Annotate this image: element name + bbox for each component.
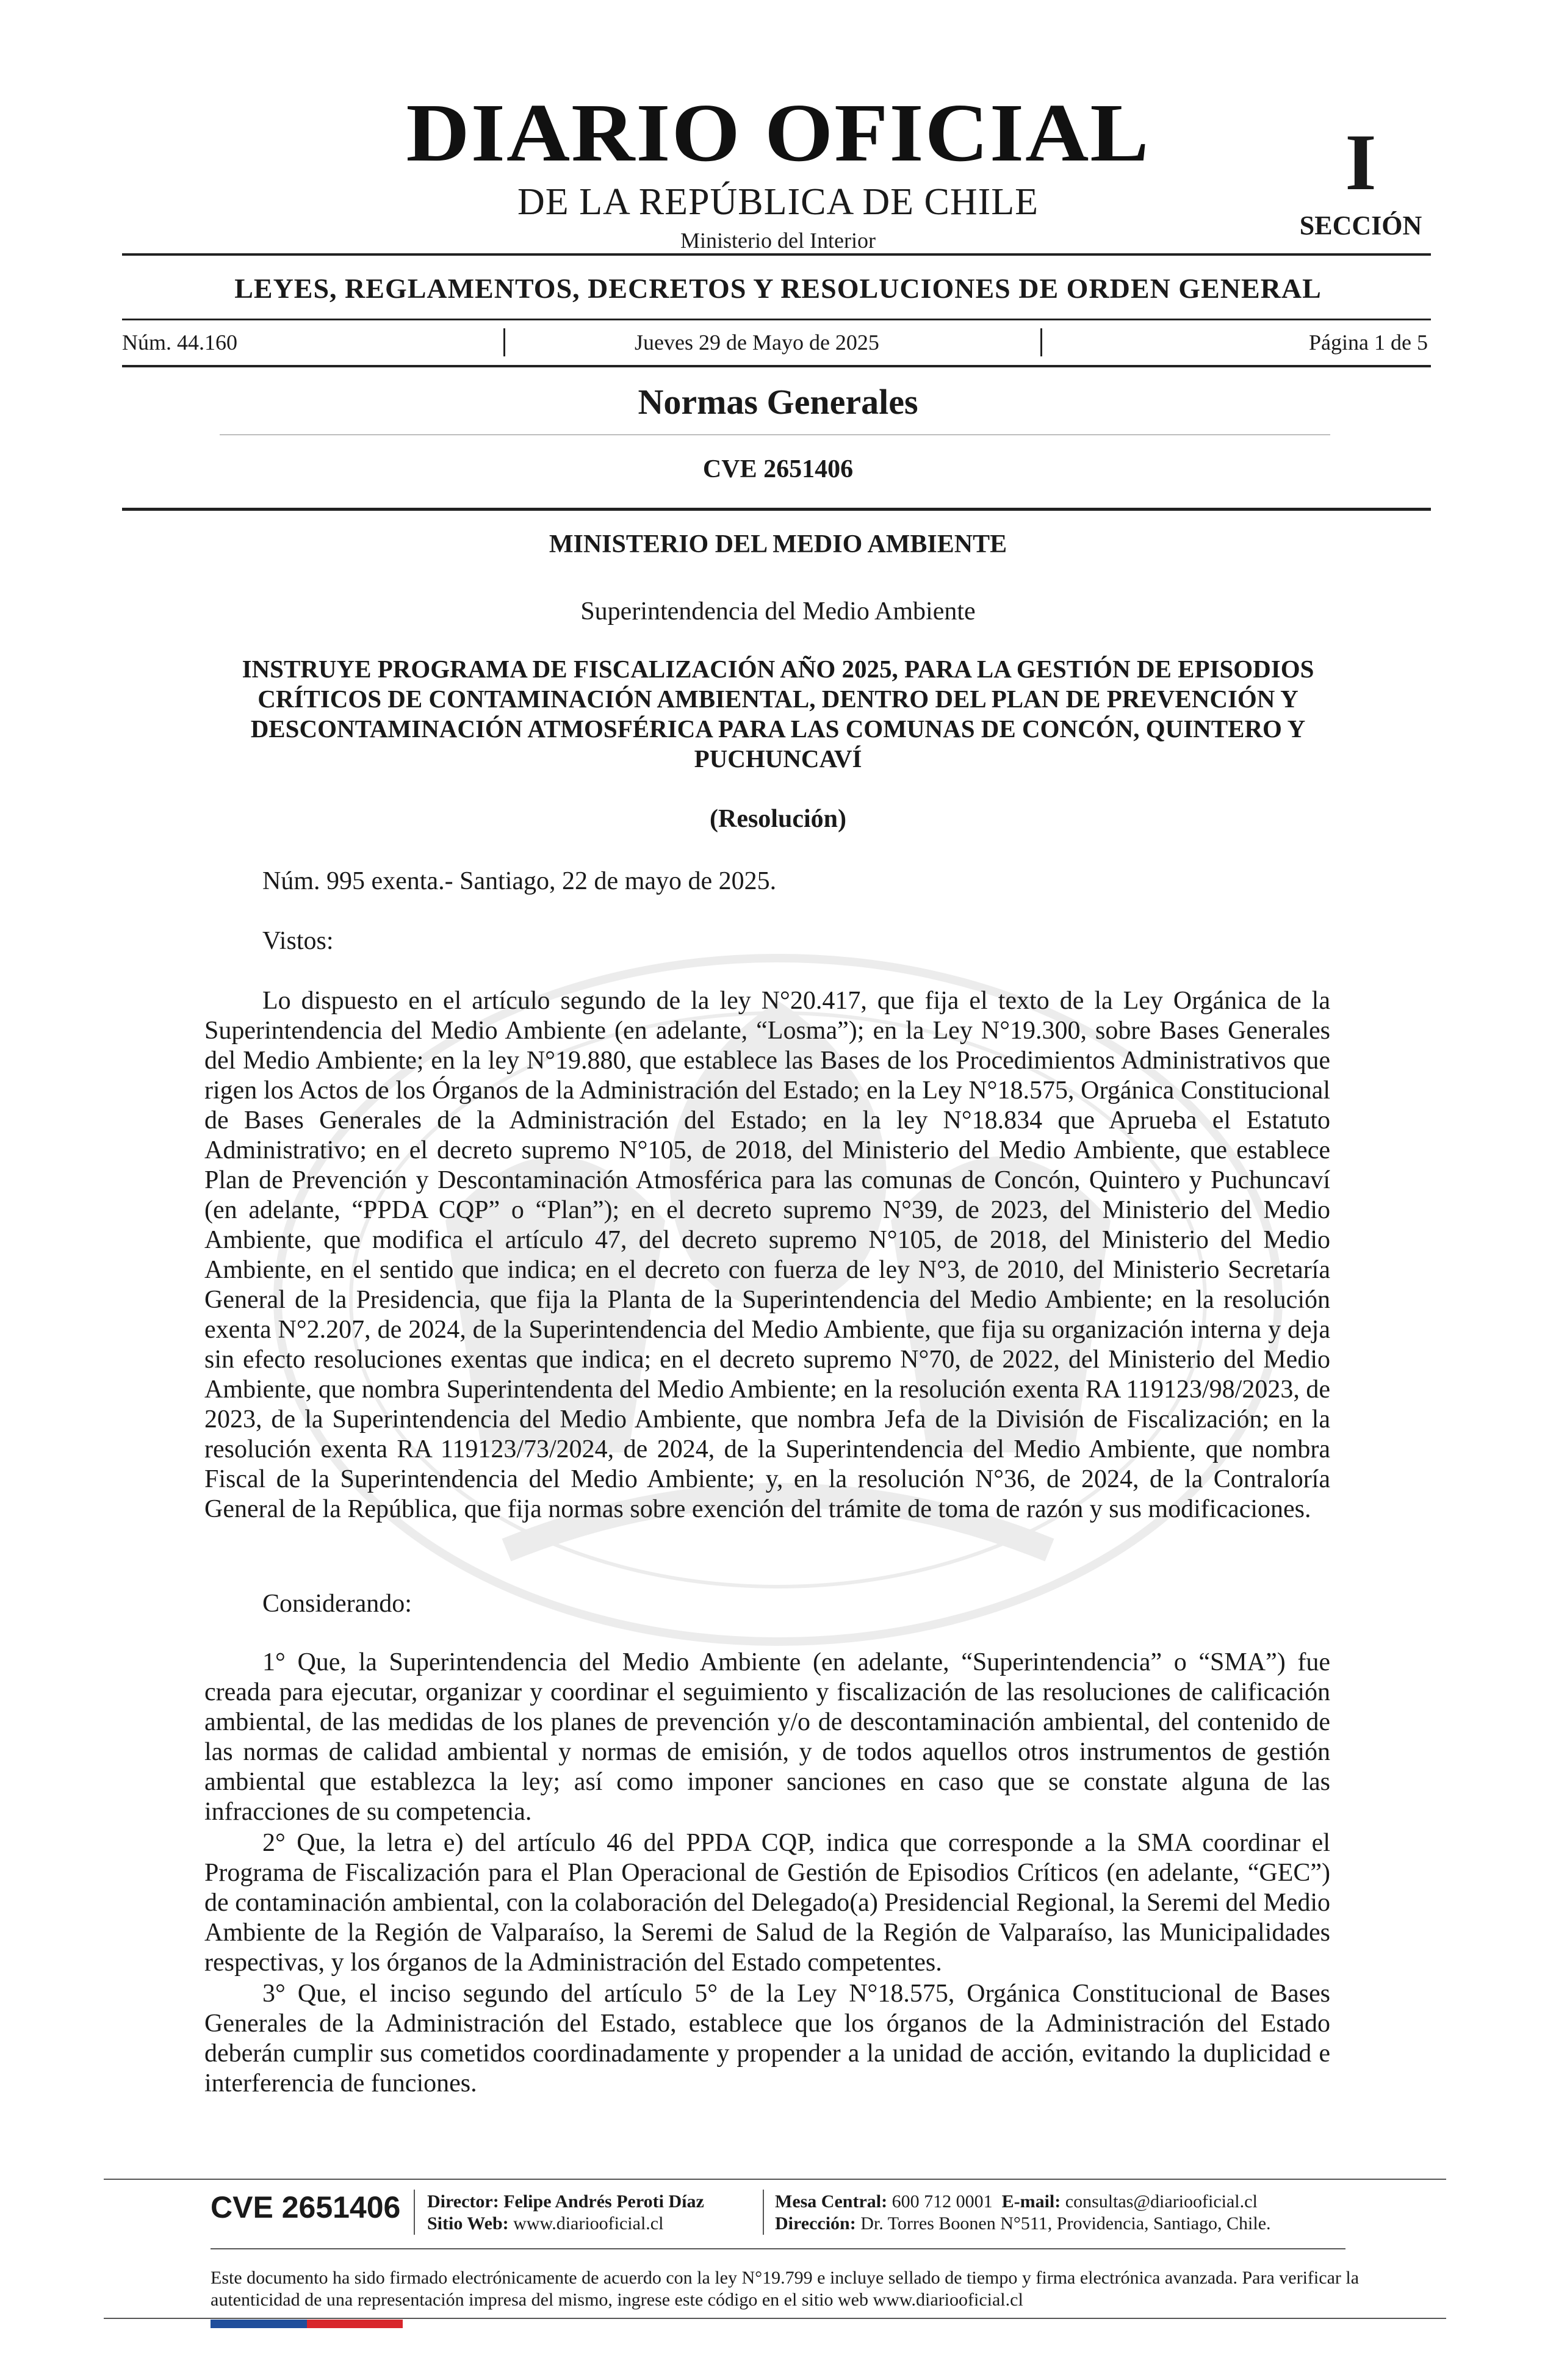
signature-note: Este documento ha sido firmado electrónicamente de acuerdo con la ley N°19.799 e incluye sellado de tiempo y firma electrónica avanzada. Para verificar la autenticidad de una representación impresa del mismo, ingrese este código en el sitio web www.diariooficial.cl (211, 2268, 1360, 2310)
web-link[interactable]: www.diariooficial.cl (513, 2213, 664, 2234)
footer-mid-rule (211, 2248, 1345, 2249)
cve-code: CVE 2651406 (702, 455, 854, 483)
agency-heading: Superintendencia del Medio Ambiente (580, 597, 976, 626)
page-count: Página 1 de 5 (1309, 330, 1428, 355)
top-rule (122, 253, 1431, 256)
footer-cve: CVE 2651406 (211, 2190, 401, 2224)
cve-rule (122, 508, 1431, 511)
category-rule (122, 319, 1431, 320)
section-number: I (1345, 117, 1377, 207)
address-label: Dirección: (775, 2213, 856, 2234)
considerando-label: Considerando: (262, 1590, 412, 1618)
considerando-paragraph-1: 1° Que, la Superintendencia del Medio Ambiente (en adelante, “Superintendencia” o “SMA”) fue creada para ejecutar, organizar y coordinar el seguimiento y fiscalización de las resoluciones de calificación ambiental, de las medidas de los planes de prevención y/o de descontaminación ambiental, del contenido de las normas de calidad ambiental y normas de emisión, y de todos aquellos otros instrumentos de gestión ambiental que establezca la ley; así como imponer sanciones en caso que se constate alguna de las infracciones de su competencia. (204, 1648, 1330, 1826)
masthead-subtitle: DE LA REPÚBLICA DE CHILE (517, 181, 1039, 223)
category-heading: LEYES, REGLAMENTOS, DECRETOS Y RESOLUCIONES DE ORDEN GENERAL (234, 273, 1322, 304)
vistos-paragraph: Lo dispuesto en el artículo segundo de la ley N°20.417, que fija el texto de la Ley Orgánica de la Superintendencia del Medio Ambiente (en adelante, “Losma”); en la Ley N°19.300, sobre Bases Generales del Medio Ambiente; en la ley N°19.880, que establece las Bases de los Procedimientos Administrativos que rigen los Actos de los Órganos de la Administración del Estado; en la Ley N°18.575, Orgánica Constitucional de Bases Generales de la Administración del Estado; en la ley N°18.834 que Aprueba el Estatuto Administrativo; en el decreto supremo N°105, de 2018, del Ministerio del Medio Ambiente, que establece Plan de Prevención y Descontaminación Atmosférica para las comunas de Concón, Quintero y Puchuncaví (en adelante, “PPDA CQP” o “Plan”); en el decreto supremo N°39, de 2023, del Ministerio del Medio Ambiente, que modifica el artículo 47, del decreto supremo N°105, de 2018, del Ministerio del Medio Ambiente, en el sentido que indica; en el decreto con fuerza de ley N°3, de 2010, del Ministerio Secretaría General de la Presidencia, que fija la Planta de la Superintendencia del Medio Ambiente; en la resolución exenta N°2.207, de 2024, de la Superintendencia del Medio Ambiente, que fija su organización interna y deja sin efecto resoluciones exentas que indica; en el decreto supremo N°70, de 2022, del Ministerio del Medio Ambiente, que nombra Superintendenta del Medio Ambiente; en la resolución exenta RA 119123/98/2023, de 2023, de la Superintendencia del Medio Ambiente, que nombra Jefa de la División de Fiscalización; en la resolución exenta RA 119123/73/2024, de 2024, de la Superintendencia del Medio Ambiente, que nombra Fiscal de la Superintendencia del Medio Ambiente; y, en la resolución N°36, de 2024, de la Contraloría General de la República, que fija normas sobre exención del trámite de toma de razón y sus modificaciones. (204, 987, 1330, 1523)
masthead-ministry: Ministerio del Interior (680, 228, 876, 253)
email-link[interactable]: consultas@diariooficial.cl (1065, 2191, 1258, 2212)
issue-number: Núm. 44.160 (122, 330, 237, 355)
resolution-number: Núm. 995 exenta.- Santiago, 22 de mayo de 2025. (262, 867, 777, 895)
resolution-label: (Resolución) (710, 805, 846, 833)
section-title: Normas Generales (638, 382, 918, 422)
ministry-heading: MINISTERIO DEL MEDIO AMBIENTE (549, 530, 1007, 558)
mesa-label: Mesa Central: (775, 2191, 888, 2212)
section-label: SECCIÓN (1299, 211, 1422, 240)
footer-contact-block (775, 2191, 1271, 2235)
web-label: Sitio Web: (427, 2213, 509, 2234)
considerando-paragraph-3: 3° Que, el inciso segundo del artículo 5° de la Ley N°18.575, Orgánica Constitucional de Bases Generales de la Administración del Estado, establece que los órganos de la Administración del Estado deberán cumplir sus cometidos coordinadamente y propender a la unidad de acción, evitando la duplicidad e interferencia de funciones. (204, 1980, 1330, 2097)
email-label: E-mail: (1001, 2191, 1061, 2212)
flag-stripe-blue (211, 2320, 307, 2328)
footer-divider (414, 2190, 415, 2235)
mesa-phone: 600 712 0001 (891, 2191, 993, 2212)
meta-separator (503, 328, 505, 356)
section-mark (1294, 117, 1428, 241)
director-label: Director: (427, 2191, 499, 2212)
meta-rule (122, 365, 1431, 367)
footer-top-rule (104, 2179, 1446, 2180)
address: Dr. Torres Boonen N°511, Providencia, Santiago, Chile. (860, 2213, 1271, 2234)
issue-date: Jueves 29 de Mayo de 2025 (635, 330, 879, 355)
flag-stripe-red (307, 2320, 403, 2328)
masthead-title: DIARIO OFICIAL (406, 87, 1150, 179)
footer-director-block (427, 2191, 704, 2235)
footer-divider (763, 2190, 764, 2235)
resolution-title: INSTRUYE PROGRAMA DE FISCALIZACIÓN AÑO 2025, PARA LA GESTIÓN DE EPISODIOS CRÍTICOS DE CONTAMINACIÓN AMBIENTAL, DENTRO DEL PLAN DE PREVENCIÓN Y DESCONTAMINACIÓN ATMOSFÉRICA PARA LAS COMUNAS DE CONCÓN, QUINTERO Y PUCHUNCAVÍ (242, 655, 1314, 773)
vistos-label: Vistos: (262, 927, 334, 955)
footer-bottom-rule (104, 2318, 1446, 2319)
director-name: Felipe Andrés Peroti Díaz (503, 2191, 704, 2212)
considerando-paragraph-2: 2° Que, la letra e) del artículo 46 del PPDA CQP, indica que corresponde a la SMA coordinar el Programa de Fiscalización para el Plan Operacional de Gestión de Episodios Críticos (en adelante, “GEC”) de contaminación ambiental, con la colaboración del Delegado(a) Presidencial Regional, la Seremi del Medio Ambiente de la Región de Valparaíso, la Seremi de Salud de la Región de Valparaíso, las Municipalidades respectivas, y los órganos de la Administración del Estado competentes. (204, 1829, 1330, 1977)
meta-separator (1040, 328, 1042, 356)
